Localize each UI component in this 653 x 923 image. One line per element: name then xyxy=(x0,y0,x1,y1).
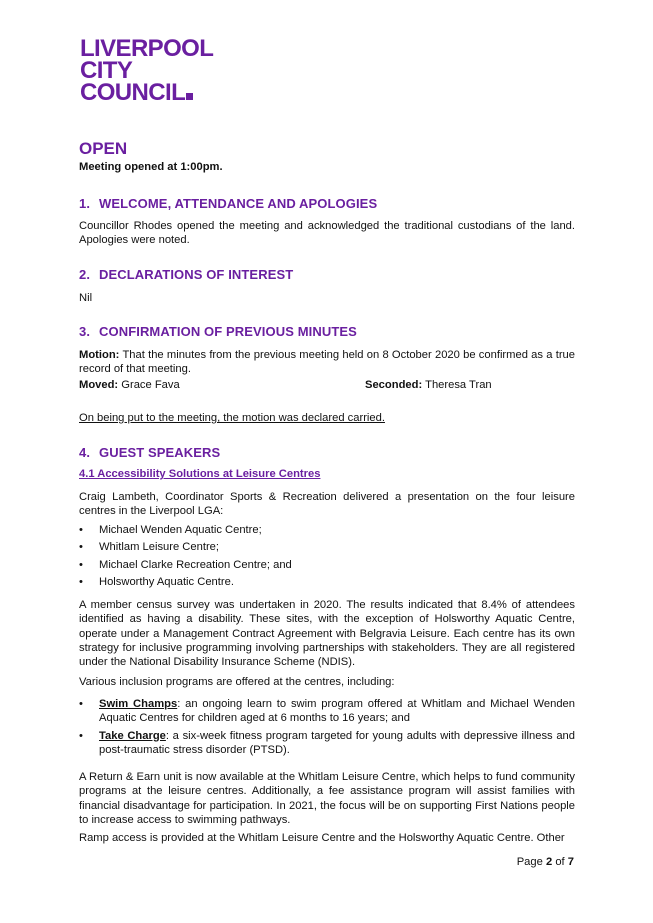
moved-field: Moved: Grace Fava xyxy=(79,379,180,391)
subsection-4-1-heading: 4.1 Accessibility Solutions at Leisure Centres xyxy=(79,468,321,480)
section-1-body: Councillor Rhodes opened the meeting and acknowledged the traditional custodians of the land. Apologies were noted. xyxy=(79,220,575,247)
section-4-intro: Craig Lambeth, Coordinator Sports & Recreation delivered a presentation on the four leisure centres in the Liverpool LGA: xyxy=(79,491,575,518)
ramp-access-paragraph: Ramp access is provided at the Whitlam Leisure Centre and the Holsworthy Aquatic Centre. Other xyxy=(79,832,565,844)
logo-line-3: COUNCIL xyxy=(80,82,213,104)
return-earn-paragraph: A Return & Earn unit is now available at the Whitlam Leisure Centre, which helps to fund community programs at the leisure centres. Additionally, a fee assistance program will assist families with financial disadvantage for participation. In 2021, the focus will be on supporting First Nations people to increase access to swimming pathways. xyxy=(79,771,575,826)
list-item: • Holsworthy Aquatic Centre. xyxy=(79,575,234,588)
leisure-centres-list xyxy=(79,523,575,589)
motion-paragraph: Motion: That the minutes from the previous meeting held on 8 October 2020 be confirmed as a true record of that meeting. xyxy=(79,349,575,376)
section-3-heading: 3. CONFIRMATION OF PREVIOUS MINUTES xyxy=(79,324,357,339)
logo-line-1: LIVERPOOL xyxy=(80,35,214,62)
list-item: • Michael Clarke Recreation Centre; and xyxy=(79,558,292,571)
logo-line-2: CITY xyxy=(80,57,133,84)
section-1-heading: 1. WELCOME, ATTENDANCE AND APOLOGIES xyxy=(79,196,378,211)
section-2-heading: 2. DECLARATIONS OF INTEREST xyxy=(79,267,294,282)
page-number: Page 2 of 7 xyxy=(516,856,574,868)
moved-seconded-row xyxy=(79,378,575,392)
open-heading: OPEN xyxy=(79,139,128,158)
logo-dot-icon xyxy=(186,93,193,100)
list-item: • Swim Champs: an ongoing learn to swim program offered at Whitlam and Michael Wenden Aquatic Centres for children aged at 6 months to 16 years; and xyxy=(79,698,575,725)
section-4-heading: 4. GUEST SPEAKERS xyxy=(79,445,221,460)
council-logo xyxy=(80,35,214,106)
list-item: • Whitlam Leisure Centre; xyxy=(79,541,219,554)
seconded-field: Seconded: Theresa Tran xyxy=(365,379,492,391)
census-paragraph: A member census survey was undertaken in 2020. The results indicated that 8.4% of attendees identified as having a disability. These sites, with the exception of Holsworthy Aquatic Centre, operate under a Management Contract Agreement with Belgravia Leisure. Each centre has its own strategy for inclusive programming involving partnerships with stakeholders. They are all registered under the National Disability Insurance Scheme (NDIS). xyxy=(79,599,575,669)
programs-intro: Various inclusion programs are offered at the centres, including: xyxy=(79,676,395,688)
meeting-opened-text: Meeting opened at 1:00pm. xyxy=(79,161,223,173)
list-item: • Michael Wenden Aquatic Centre; xyxy=(79,524,262,536)
list-item: • Take Charge: a six-week fitness program targeted for young adults with depressive illness and post-traumatic stress disorder (PTSD). xyxy=(79,729,575,756)
section-2-body: Nil xyxy=(79,292,93,304)
motion-carried-text: On being put to the meeting, the motion was declared carried. xyxy=(79,412,385,424)
inclusion-programs-list xyxy=(79,697,575,757)
